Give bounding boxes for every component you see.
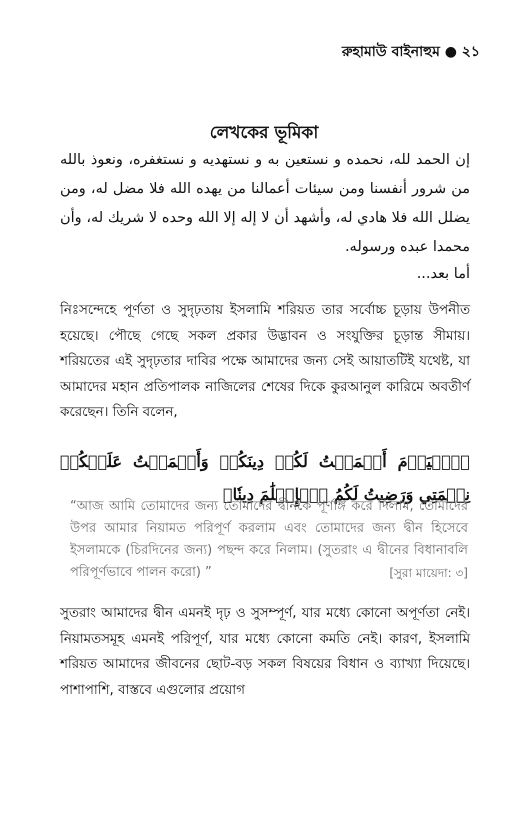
- amma-bad-line: أما بعد...: [416, 266, 470, 282]
- section-heading: লেখকের ভূমিকা: [209, 123, 319, 143]
- arabic-invocation: إن الحمد لله، نحمده و نستعين به و نستهديه و نستغفره، ونعوذ بالله من شرور أنفسنا ومن سيئات أعمالنا من يهده الله فلا مضل له، ومن يضلل الله فلا هادي له، وأشهد أن لا إله إلا الله وحده لا شريك له، وأن محمدا عبده ورسوله.: [60, 152, 470, 255]
- running-header: রুহামাউ বাইনাহুম ● ২১: [341, 44, 480, 60]
- verse-reference: [সুরা মায়েদা: ৩]: [389, 566, 468, 580]
- quran-verse: ﴿ٱلۡيَوۡمَ أَكۡمَلۡتُ لَكُمۡ دِينَكُمۡ وَأَتۡمَمۡتُ عَلَيۡكُمۡ نِعۡمَتِي وَرَضِيتُ لَكُمُ ٱلۡإِسۡلَٰمَ دِينٗا﴾: [60, 452, 470, 504]
- verse-translation: [70, 496, 468, 584]
- body-paragraph-1: নিঃসন্দেহে পূর্ণতা ও সুদৃঢ়তায় ইসলামি শরিয়ত তার সর্বোচ্চ চূড়ায় উপনীত হয়েছে। পৌছে গেছে সকল প্রকার উদ্ভাবন ও সংযুক্তির চূড়ান্ত সীমায়। শরিয়তের এই সুদৃঢ়তার দাবির পক্ষে আমাদের জন্য সেই আয়াতটিই যথেষ্ট, যা আমাদের মহান প্রতিপালক নাজিলের শেষের দিকে কুরআনুল কারিমে অবতীর্ণ করেছেন। তিনি বলেন,: [60, 303, 470, 420]
- translation-text: “আজ আমি তোমাদের জন্য তোমাদের দ্বীনকে পূর্ণাঙ্গ করে দিলাম, তোমাদের উপর আমার নিয়ামত পরিপূর্ণ করলাম এবং তোমাদের জন্য দ্বীন হিসেবে ইসলামকে (চিরদিনের জন্য) পছন্দ করে নিলাম। (সুতরাং এ দ্বীনের বিধানাবলি পরিপূর্ণভাবে পালন করো) ”: [70, 499, 468, 580]
- body-paragraph-2: সুতরাং আমাদের দ্বীন এমনই দৃঢ় ও সুসম্পূর্ণ, যার মধ্যে কোনো অপূর্ণতা নেই। নিয়ামতসমূহ এমনই পরিপূর্ণ, যার মধ্যে কোনো কমতি নেই। কারণ, ইসলামি শরিয়ত আমাদের জীবনের ছোট-বড় সকল বিষয়ের বিধান ও ব্যাখ্যা দিয়েছে। পাশাপাশি, বাস্তবে এগুলোর প্রয়োগ: [60, 606, 470, 698]
